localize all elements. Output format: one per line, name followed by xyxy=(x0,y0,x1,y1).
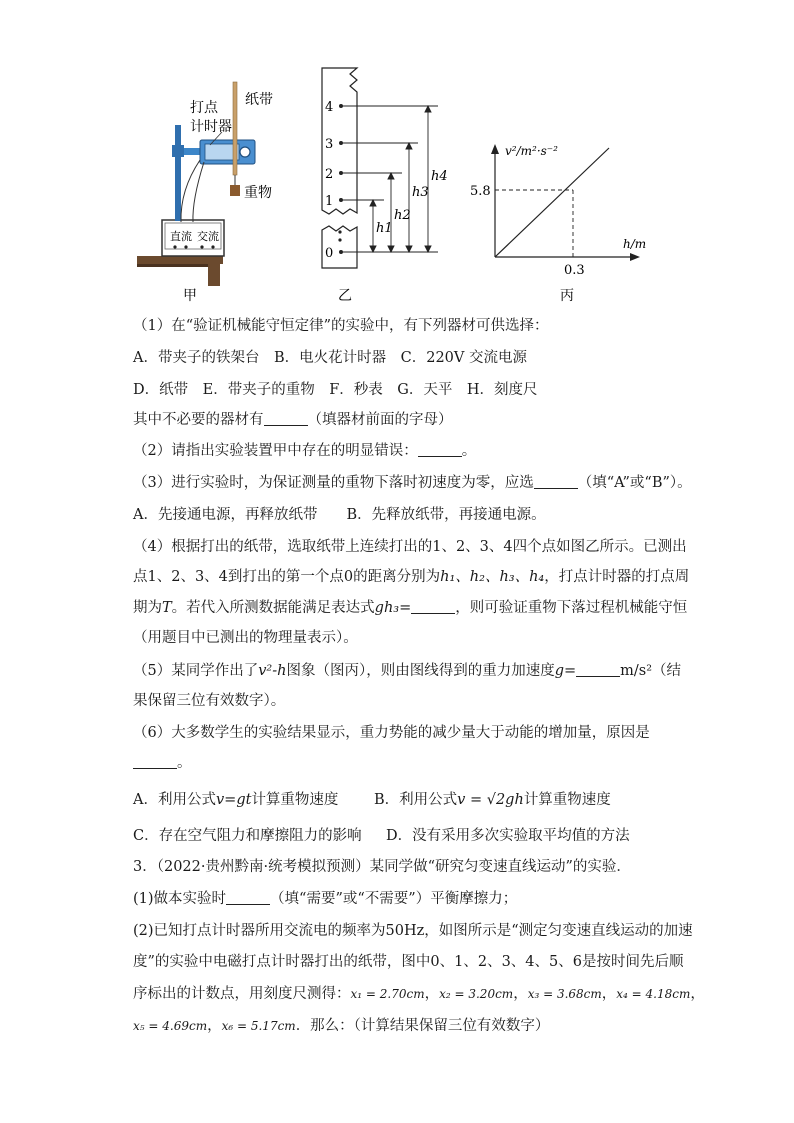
data-line xyxy=(495,148,609,257)
q6-option-c: C．存在空气阻力和摩擦阻力的影响 xyxy=(133,828,362,844)
q2: （2）请指出实验装置甲中存在的明显错误： 。 xyxy=(133,443,477,459)
q4-line4: （用题目中已测出的物理量表示）。 xyxy=(133,630,358,646)
q3-options: A．先接通电源，再释放纸带 B．先释放纸带，再接通电源。 xyxy=(133,507,546,523)
figure-yi xyxy=(322,68,448,304)
label-h2: h2 xyxy=(394,208,411,223)
label-timer-1: 打点 xyxy=(190,100,218,116)
x-tick-label: 0.3 xyxy=(564,263,585,278)
y-tick-label: 5.8 xyxy=(470,184,491,199)
figure-jia xyxy=(137,82,273,304)
p3-s2-line3: 序标出的计数点，用刻度尺测得：x₁ = 2.70cm，x₂ = 3.20cm，x₃ = 3.68cm，x₄ = 4.18cm， xyxy=(133,986,705,1002)
stand-pole xyxy=(175,125,181,221)
q1-options-a: A．带夹子的铁架台 B．电火花计时器 C．220V 交流电源 xyxy=(133,350,527,366)
point-4: 4 xyxy=(325,100,334,115)
q1-options-d: D．纸带 E．带夹子的重物 F．秒表 G．天平 H．刻度尺 xyxy=(133,382,538,398)
answer-blank[interactable] xyxy=(534,474,578,489)
q3: （3）进行实验时，为保证测量的重物下落时初速度为零，应选 （填“A”或“B”）。 xyxy=(133,475,692,491)
answer-blank[interactable] xyxy=(226,890,270,905)
x-axis-label: h/m xyxy=(623,237,647,251)
table-leg xyxy=(208,264,220,286)
label-ac: 交流 xyxy=(197,230,219,243)
answer-blank[interactable] xyxy=(418,442,462,457)
q6-blank-line: 。 xyxy=(133,753,192,773)
weight-icon xyxy=(230,185,240,196)
label-h1: h1 xyxy=(376,221,393,236)
p3-s2-line2: 度”的实验中电磁打点计时器打出的纸带，图中0、1、2、3、4、5、6是按时间先后顺 xyxy=(133,954,684,970)
paper-tape xyxy=(233,82,237,175)
q4-line3: 期为T。若代入所测数据能满足表达式gh₃= ，则可验证重物下落过程机械能守恒 xyxy=(133,600,688,616)
q1-ask: 其中不必要的器材有 （填器材前面的字母） xyxy=(133,412,453,428)
label-timer-2: 计时器 xyxy=(190,119,232,135)
label-weight: 重物 xyxy=(244,185,272,201)
p3-title: 3．（2022·贵州黔南·统考模拟预测）某同学做“研究匀变速直线运动”的实验． xyxy=(133,859,631,875)
answer-blank[interactable] xyxy=(576,662,620,677)
label-dc: 直流 xyxy=(170,230,192,243)
q4-line1: （4）根据打出的纸带，选取纸带上连续打出的1、2、3、4四个点如图乙所示。已测出 xyxy=(133,539,687,555)
answer-blank[interactable] xyxy=(411,599,455,614)
caption-yi: 乙 xyxy=(338,288,352,304)
figures-area xyxy=(0,0,794,310)
q6-option-b: B．利用公式v = √2gh计算重物速度 xyxy=(374,792,611,808)
q6-option-a: A．利用公式v=gt计算重物速度 xyxy=(133,792,339,808)
point-2: 2 xyxy=(325,167,334,182)
p3-s2-line4: x₅ = 4.69cm，x₆ = 5.17cm．那么：（计算结果保留三位有效数字） xyxy=(133,1018,550,1034)
answer-blank[interactable] xyxy=(264,411,308,426)
q5-line2: 果保留三位有效数字）。 xyxy=(133,693,286,709)
q6-stem: （6）大多数学生的实验结果显示，重力势能的减少量大于动能的增加量，原因是 xyxy=(133,725,650,741)
q4-line2: 点1、2、3、4到打出的第一个点0的距离分别为h₁、h₂、h₃、h₄，打点计时器的打点周 xyxy=(133,569,690,585)
caption-bing: 丙 xyxy=(560,288,574,304)
label-h3: h3 xyxy=(412,185,429,200)
label-h4: h4 xyxy=(431,169,448,184)
label-tape: 纸带 xyxy=(245,92,273,108)
y-axis-label: v²/m²·s⁻² xyxy=(505,144,558,158)
point-1: 1 xyxy=(325,194,334,209)
answer-blank[interactable] xyxy=(133,754,177,769)
q5-line1: （5）某同学作出了v²-h图象（图丙），则由图线得到的重力加速度g= m/s²（结 xyxy=(133,663,682,679)
q1-stem: （1）在“验证机械能守恒定律”的实验中，有下列器材可供选择： xyxy=(133,318,549,334)
point-0: 0 xyxy=(325,246,334,261)
p3-s2-line1: (2)已知打点计时器所用交流电的频率为50Hz，如图所示是“测定匀变速直线运动的加速 xyxy=(133,923,693,939)
caption-jia: 甲 xyxy=(183,288,197,304)
point-3: 3 xyxy=(325,137,334,152)
p3-s1: (1)做本实验时 （填“需要”或“不需要”）平衡摩擦力； xyxy=(133,891,518,907)
table-top xyxy=(137,256,223,264)
q6-option-d: D．没有采用多次实验取平均值的方法 xyxy=(386,828,630,844)
figure-bing xyxy=(470,144,646,304)
